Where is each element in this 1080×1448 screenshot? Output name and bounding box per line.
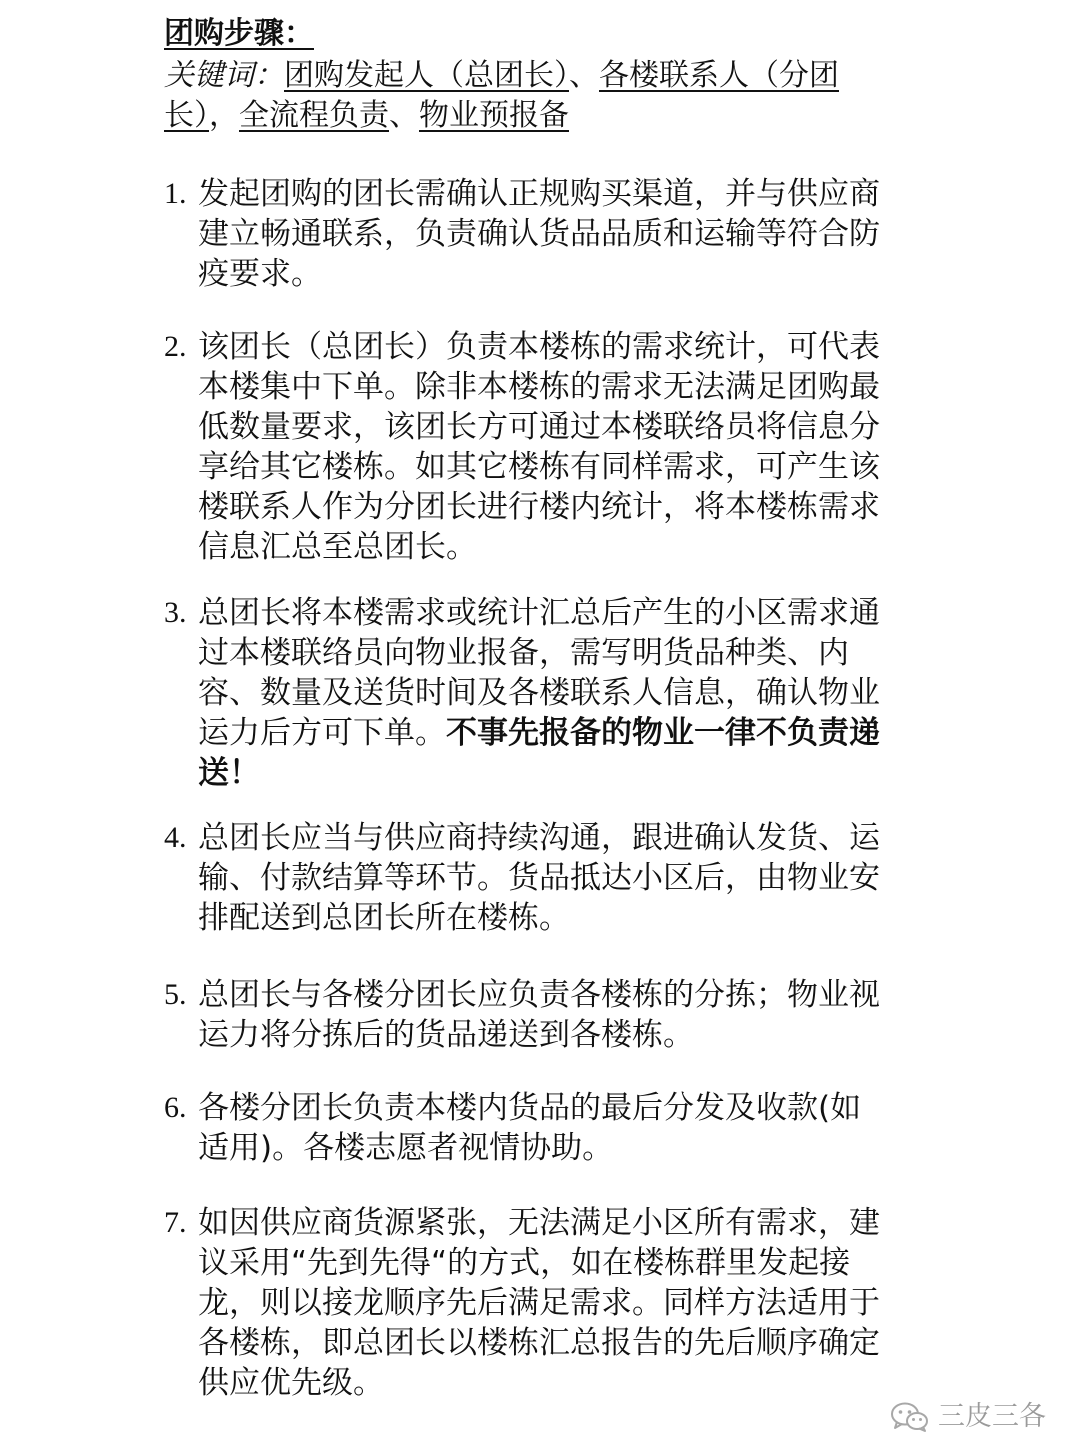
step-item-4 <box>164 818 924 938</box>
step-number: 3. <box>164 596 187 629</box>
step-text <box>198 1088 924 1168</box>
step-number: 5. <box>164 978 187 1011</box>
step-line: 建立畅通联系，负责确认货品品质和运输等符合防 <box>198 216 880 252</box>
keyword-full-responsibility: 全流程负责 <box>239 98 389 133</box>
step-line-mixed <box>198 713 924 753</box>
step-text <box>198 975 924 1055</box>
step-item-5 <box>164 975 924 1055</box>
step-text <box>198 593 924 793</box>
step-line: 各楼栋，即总团长以楼栋汇总报告的先后顺序确定 <box>198 1325 880 1361</box>
step-line: 容、数量及送货时间及各楼联系人信息，确认物业 <box>198 675 880 711</box>
step-line: 发起团购的团长需确认正规购买渠道，并与供应商 <box>198 176 880 212</box>
step-item-1 <box>164 174 924 294</box>
step-line: 供应优先级。 <box>198 1365 384 1401</box>
keyword-organizer: 团购发起人（总团长） <box>284 58 569 93</box>
keyword-separator: 、 <box>569 58 599 93</box>
step-line: 排配送到总团长所在楼栋。 <box>198 900 570 936</box>
step-line: 总团长应当与供应商持续沟通，跟进确认发货、运 <box>198 820 880 856</box>
keywords-label: 关键词： <box>164 58 284 93</box>
warning-text: 不事先报备的物业一律不负责递 <box>446 715 880 751</box>
step-text <box>198 327 924 567</box>
step-line: 该团长（总团长）负责本楼栋的需求统计，可代表 <box>198 329 880 365</box>
step-line: 信息汇总至总团长。 <box>198 529 477 565</box>
step-item-2 <box>164 327 924 567</box>
step-number: 4. <box>164 821 187 854</box>
step-line: 输、付款结算等环节。货品抵达小区后，由物业安 <box>198 860 880 896</box>
step-number: 2. <box>164 330 187 363</box>
title-text: 团购步骤： <box>164 16 314 51</box>
step-line: 总团长将本楼需求或统计汇总后产生的小区需求通 <box>198 595 880 631</box>
step-number: 1. <box>164 177 187 210</box>
step-line: 楼联系人作为分团长进行楼内统计，将本楼栋需求 <box>198 489 880 525</box>
step-line: 龙，则以接龙顺序先后满足需求。同样方法适用于 <box>198 1285 880 1321</box>
step-line: 低数量要求，该团长方可通过本楼联络员将信息分 <box>198 409 880 445</box>
step-line: 本楼集中下单。除非本楼栋的需求无法满足团购最 <box>198 369 880 405</box>
step-item-6 <box>164 1088 924 1168</box>
step-line: 过本楼联络员向物业报备，需写明货品种类、内 <box>198 635 849 671</box>
step-line: 如因供应商货源紧张，无法满足小区所有需求，建 <box>198 1205 880 1241</box>
step-line: 议采用“先到先得“的方式，如在楼栋群里发起接 <box>198 1245 851 1281</box>
step-line-plain: 运力后方可下单。 <box>198 715 446 751</box>
keyword-building-contact-cont: 长） <box>164 98 209 133</box>
step-item-3 <box>164 593 924 793</box>
step-number: 7. <box>164 1206 187 1239</box>
step-text <box>198 1203 924 1403</box>
step-line: 适用)。各楼志愿者视情协助。 <box>198 1130 614 1166</box>
page-title <box>164 14 314 54</box>
step-item-7 <box>164 1203 924 1403</box>
step-line: 总团长与各楼分团长应负责各楼栋的分拣；物业视 <box>198 977 880 1013</box>
step-line: 运力将分拣后的货品递送到各楼栋。 <box>198 1017 694 1053</box>
step-text <box>198 818 924 938</box>
step-line: 享给其它楼栋。如其它楼栋有同样需求，可产生该 <box>198 449 880 485</box>
keywords-line <box>164 56 934 136</box>
watermark <box>890 1400 1046 1434</box>
keyword-property-filing: 物业预报备 <box>419 98 569 133</box>
keyword-separator: ， <box>209 98 239 133</box>
keyword-building-contact: 各楼联系人（分团 <box>599 58 839 93</box>
step-line: 各楼分团长负责本楼内货品的最后分发及收款(如 <box>198 1090 862 1126</box>
warning-text-cont: 送！ <box>198 755 260 791</box>
step-number: 6. <box>164 1091 187 1124</box>
step-line: 疫要求。 <box>198 256 322 292</box>
watermark-text: 三皮三各 <box>938 1401 1046 1432</box>
keyword-separator: 、 <box>389 98 419 133</box>
step-text <box>198 174 924 294</box>
wechat-icon <box>890 1401 930 1433</box>
